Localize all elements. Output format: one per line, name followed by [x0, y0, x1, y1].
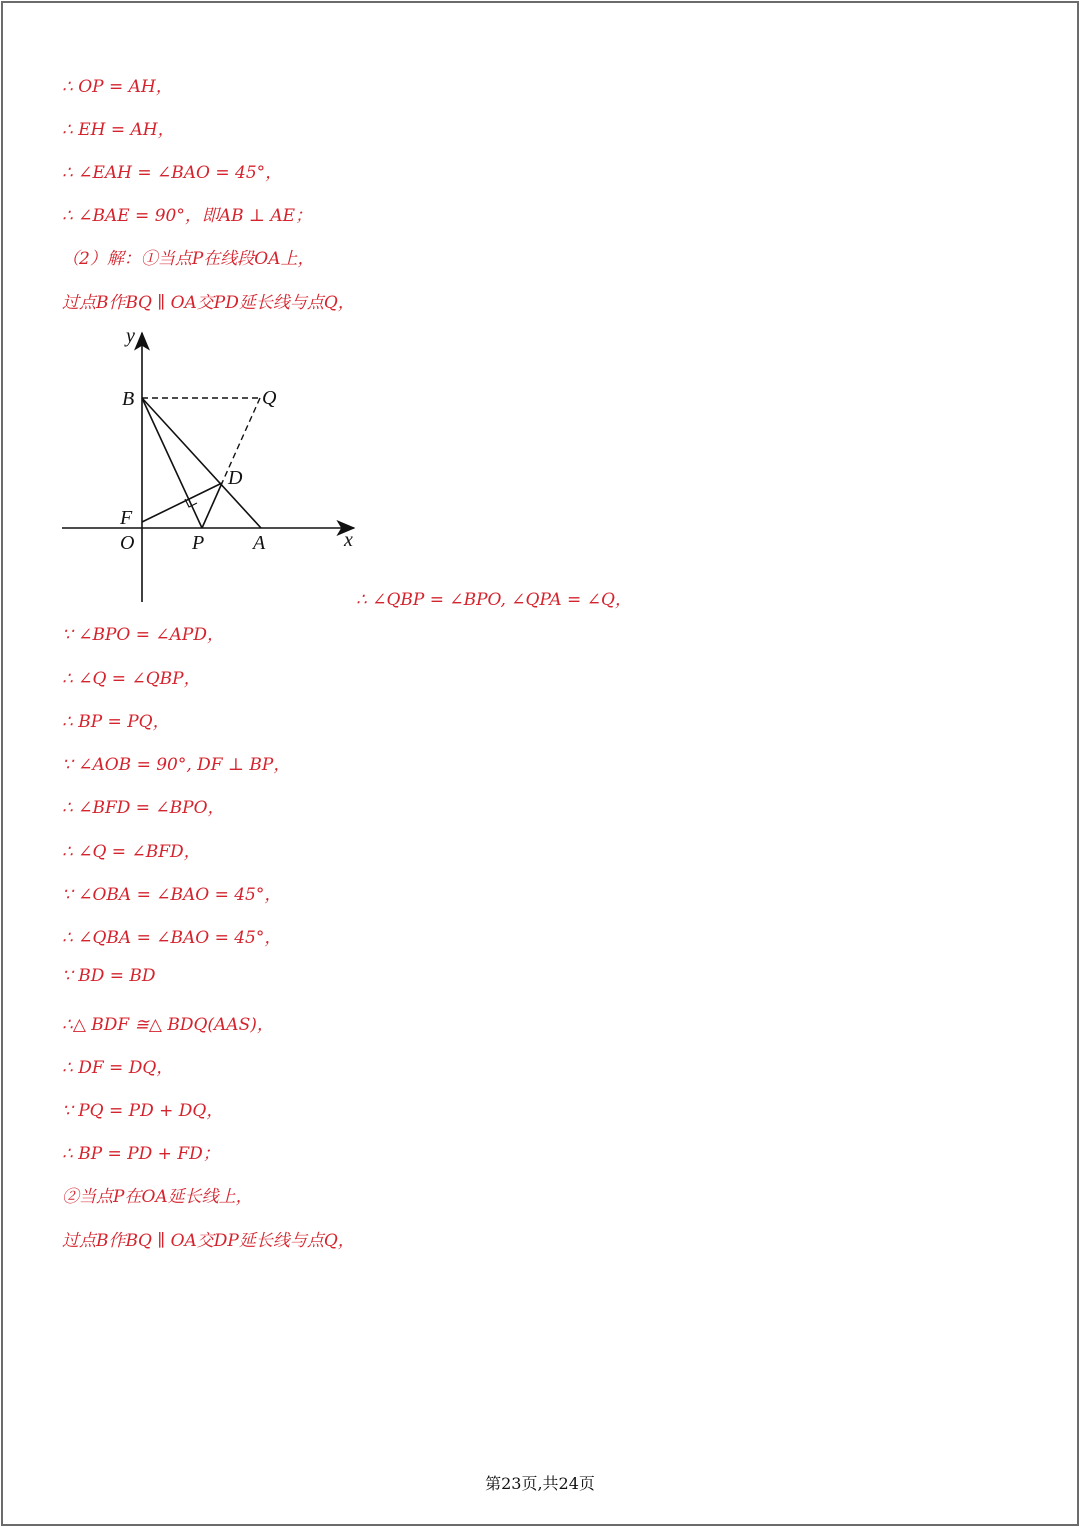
label-o: O [120, 532, 135, 554]
label-b: B [122, 388, 135, 410]
geometry-diagram [52, 325, 372, 610]
solution-line: ∵ ∠AOB = 90°, DF ⊥ BP， [62, 755, 291, 775]
solution-line: （2）解：①当点P在线段OA上， [62, 249, 315, 269]
solution-line: ∴ OP = AH， [62, 77, 173, 97]
solution-line: ∴ ∠Q = ∠BFD， [62, 842, 201, 862]
solution-line: ∴ EH = AH， [62, 120, 175, 140]
solution-line: ∵ ∠BPO = ∠APD， [62, 625, 224, 645]
solution-line: ∴ DF = DQ， [62, 1058, 174, 1078]
label-x: x [344, 529, 353, 551]
label-p: P [192, 532, 205, 554]
segment-pd [202, 483, 222, 528]
solution-line: 过点B作BQ ∥ OA交DP延长线与点Q， [62, 1231, 355, 1251]
solution-line: ∴ ∠QBA = ∠BAO = 45°， [62, 928, 282, 948]
solution-line: ∴ ∠BFD = ∠BPO， [62, 798, 225, 818]
solution-line: ∴ ∠BAE = 90°，即AB ⊥ AE； [62, 206, 313, 226]
solution-line: ∴ ∠Q = ∠QBP， [62, 669, 201, 689]
label-d: D [228, 467, 243, 489]
label-f: F [120, 507, 133, 529]
solution-line: ∴ ∠EAH = ∠BAO = 45°， [62, 163, 283, 183]
solution-line: ∴ BP = PD + FD； [62, 1144, 220, 1164]
solution-line: ∴ BP = PQ， [62, 712, 170, 732]
solution-line: ∴ ∠QBP = ∠BPO, ∠QPA = ∠Q， [356, 590, 632, 610]
solution-line: 过点B作BQ ∥ OA交PD延长线与点Q， [62, 293, 355, 313]
label-a: A [253, 532, 266, 554]
solution-line: ②当点P在OA延长线上， [62, 1187, 253, 1207]
segment-fd [142, 483, 222, 522]
solution-line: ∵ PQ = PD + DQ， [62, 1101, 224, 1121]
solution-line: ∵ ∠OBA = ∠BAO = 45°， [62, 885, 282, 905]
geometry-figure [52, 325, 372, 610]
label-y: y [126, 325, 135, 347]
solution-line: ∵ BD = BD [62, 966, 156, 986]
page-number: 第23页,共24页 [485, 1474, 595, 1493]
segment-bp [142, 398, 202, 528]
segment-ba [142, 398, 261, 528]
solution-line: ∴△ BDF ≅△ BDQ(AAS)， [62, 1015, 274, 1035]
label-q: Q [262, 387, 277, 409]
